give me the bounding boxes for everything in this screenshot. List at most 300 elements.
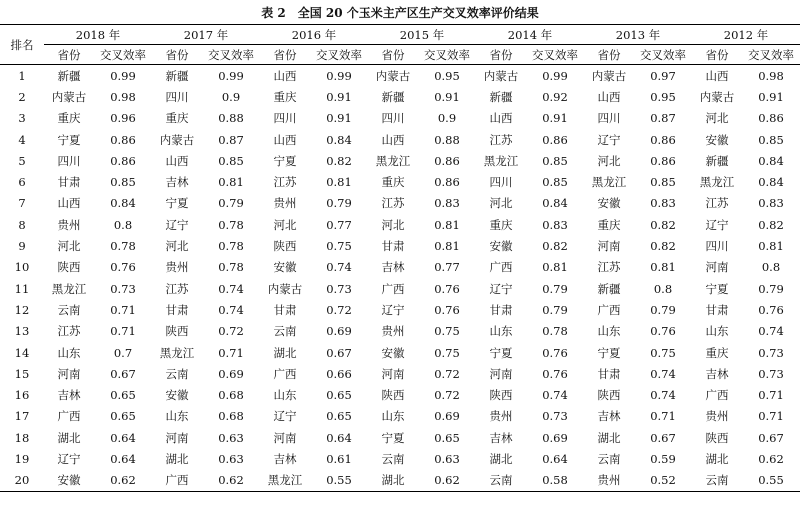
efficiency-cell: 0.69 xyxy=(326,324,352,339)
province-cell: 四川 xyxy=(381,111,405,126)
efficiency-cell: 0.91 xyxy=(326,111,352,126)
province-cell: 河南 xyxy=(273,430,297,445)
province-cell: 云南 xyxy=(273,324,297,339)
province-cell: 黑龙江 xyxy=(260,470,310,492)
province-cell: 河北 xyxy=(273,217,297,232)
efficiency-cell: 0.79 xyxy=(326,196,352,211)
efficiency-cell: 0.81 xyxy=(650,260,676,275)
efficiency-cell: 0.83 xyxy=(650,196,676,211)
province-cell: 陕西 xyxy=(381,388,405,403)
province-cell: 山东 xyxy=(489,324,513,339)
efficiency-cell: 0.64 xyxy=(110,430,136,445)
province-cell: 重庆 xyxy=(165,111,189,126)
efficiency-cell: 0.64 xyxy=(110,451,136,466)
province-column-header: 省份 xyxy=(260,45,310,65)
rank-cell: 16 xyxy=(14,388,30,403)
province-cell: 陕西 xyxy=(705,430,729,445)
efficiency-cell: 0.97 xyxy=(650,68,676,83)
province-cell: 四川 xyxy=(597,111,621,126)
province-cell: 黑龙江 xyxy=(483,153,519,168)
province-cell: 安徽 xyxy=(597,196,621,211)
province-cell: 安徽 xyxy=(44,470,94,492)
rank-cell: 3 xyxy=(18,111,26,126)
year-header: 2017 年 xyxy=(152,25,260,45)
table-row xyxy=(0,150,800,171)
efficiency-cell: 0.66 xyxy=(326,366,352,381)
efficiency-cell: 0.67 xyxy=(650,430,676,445)
efficiency-cell: 0.78 xyxy=(218,260,244,275)
efficiency-cell: 0.74 xyxy=(542,388,568,403)
efficiency-cell: 0.67 xyxy=(110,366,136,381)
efficiency-cell: 0.8 xyxy=(113,217,133,232)
province-cell: 江苏 xyxy=(705,196,729,211)
efficiency-cell: 0.99 xyxy=(218,68,244,83)
rank-cell: 6 xyxy=(18,175,26,190)
province-cell: 四川 xyxy=(273,111,297,126)
province-cell: 安徽 xyxy=(165,388,189,403)
province-cell: 山西 xyxy=(273,132,297,147)
province-cell: 内蒙古 xyxy=(591,68,627,83)
table-row xyxy=(0,406,800,427)
province-cell: 内蒙古 xyxy=(51,89,87,104)
province-cell: 辽宁 xyxy=(489,281,513,296)
rank-cell: 15 xyxy=(14,366,30,381)
efficiency-cell: 0.63 xyxy=(218,430,244,445)
efficiency-cell: 0.72 xyxy=(218,324,244,339)
province-cell: 新疆 xyxy=(489,89,513,104)
table-row xyxy=(0,257,800,278)
rank-cell: 17 xyxy=(14,409,30,424)
province-column-header: 省份 xyxy=(584,45,634,65)
efficiency-cell: 0.71 xyxy=(218,345,244,360)
efficiency-cell: 0.86 xyxy=(110,132,136,147)
province-cell: 山西 xyxy=(489,111,513,126)
rank-cell: 1 xyxy=(18,68,26,83)
rank-cell: 13 xyxy=(14,324,30,339)
efficiency-cell: 0.85 xyxy=(650,175,676,190)
efficiency-cell: 0.73 xyxy=(326,281,352,296)
province-cell: 安徽 xyxy=(489,239,513,254)
province-cell: 陕西 xyxy=(165,324,189,339)
province-cell: 黑龙江 xyxy=(699,175,735,190)
efficiency-cell: 0.87 xyxy=(650,111,676,126)
year-header: 2012 年 xyxy=(692,25,800,45)
year-header: 2014 年 xyxy=(476,25,584,45)
efficiency-cell: 0.81 xyxy=(326,175,352,190)
efficiency-cell: 0.85 xyxy=(218,153,244,168)
efficiency-cell: 0.64 xyxy=(326,430,352,445)
rank-cell: 5 xyxy=(18,153,26,168)
province-cell: 湖北 xyxy=(489,451,513,466)
province-cell: 安徽 xyxy=(273,260,297,275)
province-cell: 山东 xyxy=(597,324,621,339)
efficiency-cell: 0.81 xyxy=(434,239,460,254)
efficiency-column-header: 交叉效率 xyxy=(202,45,260,65)
efficiency-cell: 0.76 xyxy=(110,260,136,275)
efficiency-cell: 0.62 xyxy=(418,470,476,492)
efficiency-cell: 0.58 xyxy=(526,470,584,492)
efficiency-cell: 0.74 xyxy=(758,324,784,339)
province-cell: 宁夏 xyxy=(273,153,297,168)
province-cell: 新疆 xyxy=(57,68,81,83)
efficiency-column-header: 交叉效率 xyxy=(94,45,152,65)
province-cell: 辽宁 xyxy=(381,302,405,317)
province-cell: 贵州 xyxy=(381,324,405,339)
table-row xyxy=(0,129,800,150)
efficiency-column-header: 交叉效率 xyxy=(526,45,584,65)
rank-cell: 18 xyxy=(14,430,30,445)
efficiency-cell: 0.67 xyxy=(758,430,784,445)
province-cell: 甘肃 xyxy=(165,302,189,317)
efficiency-cell: 0.74 xyxy=(326,260,352,275)
efficiency-cell: 0.75 xyxy=(434,345,460,360)
efficiency-cell: 0.79 xyxy=(542,302,568,317)
efficiency-cell: 0.98 xyxy=(758,68,784,83)
table-caption: 表 2 全国 20 个玉米主产区生产交叉效率评价结果 xyxy=(261,6,539,20)
province-cell: 重庆 xyxy=(381,175,405,190)
province-cell: 云南 xyxy=(57,302,81,317)
province-cell: 江苏 xyxy=(381,196,405,211)
province-cell: 内蒙古 xyxy=(267,281,303,296)
province-cell: 吉林 xyxy=(705,366,729,381)
province-cell: 湖北 xyxy=(705,451,729,466)
province-cell: 甘肃 xyxy=(381,239,405,254)
efficiency-cell: 0.82 xyxy=(650,217,676,232)
efficiency-cell: 0.83 xyxy=(542,217,568,232)
efficiency-cell: 0.84 xyxy=(758,175,784,190)
province-cell: 山西 xyxy=(57,196,81,211)
province-cell: 吉林 xyxy=(489,430,513,445)
year-header: 2018 年 xyxy=(44,25,152,45)
table-row xyxy=(0,108,800,129)
efficiency-cell: 0.79 xyxy=(218,196,244,211)
province-cell: 河北 xyxy=(381,217,405,232)
efficiency-cell: 0.91 xyxy=(326,89,352,104)
efficiency-cell: 0.65 xyxy=(110,409,136,424)
efficiency-cell: 0.92 xyxy=(542,89,568,104)
province-cell: 湖北 xyxy=(273,345,297,360)
province-cell: 吉林 xyxy=(381,260,405,275)
efficiency-cell: 0.71 xyxy=(110,324,136,339)
province-cell: 河北 xyxy=(57,239,81,254)
province-cell: 江苏 xyxy=(165,281,189,296)
year-header: 2015 年 xyxy=(368,25,476,45)
province-cell: 陕西 xyxy=(597,388,621,403)
year-header: 2016 年 xyxy=(260,25,368,45)
table-row xyxy=(0,65,800,87)
province-cell: 四川 xyxy=(705,239,729,254)
province-cell: 云南 xyxy=(381,451,405,466)
province-cell: 湖北 xyxy=(57,430,81,445)
province-cell: 宁夏 xyxy=(597,345,621,360)
efficiency-cell: 0.67 xyxy=(326,345,352,360)
table-row xyxy=(0,470,800,492)
province-cell: 宁夏 xyxy=(381,430,405,445)
province-cell: 甘肃 xyxy=(57,175,81,190)
province-cell: 重庆 xyxy=(489,217,513,232)
table-row xyxy=(0,363,800,384)
efficiency-cell: 0.62 xyxy=(758,451,784,466)
efficiency-cell: 0.73 xyxy=(758,345,784,360)
efficiency-cell: 0.78 xyxy=(218,217,244,232)
efficiency-cell: 0.61 xyxy=(326,451,352,466)
efficiency-cell: 0.9 xyxy=(221,89,241,104)
efficiency-cell: 0.84 xyxy=(758,153,784,168)
province-column-header: 省份 xyxy=(692,45,742,65)
efficiency-cell: 0.77 xyxy=(326,217,352,232)
efficiency-cell: 0.77 xyxy=(434,260,460,275)
efficiency-cell: 0.8 xyxy=(653,281,673,296)
province-cell: 重庆 xyxy=(57,111,81,126)
province-column-header: 省份 xyxy=(368,45,418,65)
table-row xyxy=(0,321,800,342)
table-body xyxy=(0,65,800,492)
table-row xyxy=(0,299,800,320)
efficiency-cell: 0.85 xyxy=(542,153,568,168)
province-cell: 云南 xyxy=(597,451,621,466)
efficiency-cell: 0.81 xyxy=(434,217,460,232)
province-column-header: 省份 xyxy=(44,45,94,65)
rank-cell: 9 xyxy=(18,239,26,254)
province-cell: 江苏 xyxy=(57,324,81,339)
table-row xyxy=(0,278,800,299)
province-cell: 河南 xyxy=(165,430,189,445)
column-header-row xyxy=(0,45,800,65)
table-row xyxy=(0,235,800,256)
efficiency-cell: 0.73 xyxy=(758,366,784,381)
efficiency-cell: 0.72 xyxy=(326,302,352,317)
province-column-header: 省份 xyxy=(152,45,202,65)
province-cell: 甘肃 xyxy=(273,302,297,317)
province-cell: 湖北 xyxy=(597,430,621,445)
rank-cell: 19 xyxy=(14,451,30,466)
efficiency-cell: 0.71 xyxy=(758,388,784,403)
province-cell: 宁夏 xyxy=(489,345,513,360)
province-cell: 广西 xyxy=(705,388,729,403)
province-cell: 重庆 xyxy=(597,217,621,232)
province-cell: 黑龙江 xyxy=(159,345,195,360)
efficiency-cell: 0.79 xyxy=(650,302,676,317)
efficiency-cell: 0.76 xyxy=(434,281,460,296)
province-cell: 云南 xyxy=(476,470,526,492)
efficiency-cell: 0.78 xyxy=(542,324,568,339)
province-cell: 宁夏 xyxy=(705,281,729,296)
efficiency-cell: 0.73 xyxy=(110,281,136,296)
efficiency-cell: 0.63 xyxy=(434,451,460,466)
province-cell: 新疆 xyxy=(381,89,405,104)
efficiency-cell: 0.81 xyxy=(758,239,784,254)
efficiency-cell: 0.55 xyxy=(310,470,368,492)
province-cell: 广西 xyxy=(597,302,621,317)
province-cell: 山西 xyxy=(273,68,297,83)
efficiency-cell: 0.83 xyxy=(758,196,784,211)
efficiency-cell: 0.91 xyxy=(758,89,784,104)
efficiency-cell: 0.84 xyxy=(326,132,352,147)
table-row xyxy=(0,448,800,469)
efficiency-cell: 0.98 xyxy=(110,89,136,104)
table-row xyxy=(0,384,800,405)
efficiency-cell: 0.72 xyxy=(434,388,460,403)
province-cell: 山东 xyxy=(273,388,297,403)
province-cell: 黑龙江 xyxy=(375,153,411,168)
province-cell: 四川 xyxy=(165,89,189,104)
efficiency-cell: 0.63 xyxy=(218,451,244,466)
efficiency-cell: 0.99 xyxy=(542,68,568,83)
efficiency-cell: 0.65 xyxy=(110,388,136,403)
province-cell: 贵州 xyxy=(165,260,189,275)
efficiency-cell: 0.71 xyxy=(650,409,676,424)
efficiency-cell: 0.8 xyxy=(761,260,781,275)
table-row xyxy=(0,342,800,363)
efficiency-cell: 0.95 xyxy=(650,89,676,104)
efficiency-cell: 0.91 xyxy=(542,111,568,126)
efficiency-cell: 0.85 xyxy=(758,132,784,147)
efficiency-table xyxy=(0,24,800,492)
province-cell: 广西 xyxy=(57,409,81,424)
province-cell: 贵州 xyxy=(705,409,729,424)
efficiency-cell: 0.96 xyxy=(110,111,136,126)
efficiency-cell: 0.85 xyxy=(110,175,136,190)
province-cell: 河北 xyxy=(165,239,189,254)
province-cell: 四川 xyxy=(57,153,81,168)
efficiency-cell: 0.83 xyxy=(434,196,460,211)
table-row xyxy=(0,427,800,448)
table-row xyxy=(0,171,800,192)
province-cell: 辽宁 xyxy=(273,409,297,424)
efficiency-cell: 0.74 xyxy=(650,388,676,403)
efficiency-cell: 0.87 xyxy=(218,132,244,147)
efficiency-cell: 0.73 xyxy=(542,409,568,424)
efficiency-column-header: 交叉效率 xyxy=(634,45,692,65)
efficiency-cell: 0.99 xyxy=(110,68,136,83)
year-header-row xyxy=(0,25,800,45)
efficiency-column-header: 交叉效率 xyxy=(418,45,476,65)
province-cell: 山东 xyxy=(705,324,729,339)
province-cell: 江苏 xyxy=(597,260,621,275)
efficiency-cell: 0.74 xyxy=(218,281,244,296)
province-cell: 陕西 xyxy=(57,260,81,275)
province-cell: 山西 xyxy=(597,89,621,104)
efficiency-cell: 0.82 xyxy=(542,239,568,254)
province-cell: 甘肃 xyxy=(489,302,513,317)
province-cell: 宁夏 xyxy=(57,132,81,147)
province-cell: 山西 xyxy=(705,68,729,83)
rank-cell: 2 xyxy=(18,89,26,104)
efficiency-cell: 0.69 xyxy=(434,409,460,424)
efficiency-cell: 0.71 xyxy=(110,302,136,317)
efficiency-cell: 0.52 xyxy=(634,470,692,492)
efficiency-cell: 0.68 xyxy=(218,409,244,424)
efficiency-cell: 0.81 xyxy=(218,175,244,190)
province-cell: 贵州 xyxy=(57,217,81,232)
efficiency-cell: 0.88 xyxy=(434,132,460,147)
rank-cell: 14 xyxy=(14,345,30,360)
efficiency-cell: 0.74 xyxy=(650,366,676,381)
province-cell: 安徽 xyxy=(381,345,405,360)
table-row xyxy=(0,214,800,235)
province-cell: 山东 xyxy=(381,409,405,424)
efficiency-cell: 0.65 xyxy=(326,409,352,424)
efficiency-cell: 0.68 xyxy=(218,388,244,403)
year-header: 2013 年 xyxy=(584,25,692,45)
province-cell: 河南 xyxy=(489,366,513,381)
province-cell: 安徽 xyxy=(705,132,729,147)
province-cell: 河南 xyxy=(705,260,729,275)
province-cell: 广西 xyxy=(489,260,513,275)
province-column-header: 省份 xyxy=(476,45,526,65)
efficiency-cell: 0.65 xyxy=(326,388,352,403)
province-cell: 甘肃 xyxy=(597,366,621,381)
province-cell: 吉林 xyxy=(273,451,297,466)
efficiency-cell: 0.69 xyxy=(542,430,568,445)
province-cell: 四川 xyxy=(489,175,513,190)
efficiency-cell: 0.55 xyxy=(742,470,800,492)
province-cell: 内蒙古 xyxy=(159,132,195,147)
efficiency-cell: 0.91 xyxy=(434,89,460,104)
efficiency-cell: 0.86 xyxy=(758,111,784,126)
efficiency-cell: 0.81 xyxy=(542,260,568,275)
efficiency-cell: 0.65 xyxy=(434,430,460,445)
province-cell: 河北 xyxy=(705,111,729,126)
efficiency-cell: 0.69 xyxy=(218,366,244,381)
efficiency-cell: 0.86 xyxy=(542,132,568,147)
table-row xyxy=(0,193,800,214)
province-cell: 河北 xyxy=(597,153,621,168)
province-cell: 陕西 xyxy=(273,239,297,254)
efficiency-cell: 0.86 xyxy=(434,175,460,190)
province-cell: 贵州 xyxy=(273,196,297,211)
efficiency-cell: 0.76 xyxy=(650,324,676,339)
efficiency-cell: 0.79 xyxy=(542,281,568,296)
efficiency-cell: 0.59 xyxy=(650,451,676,466)
efficiency-cell: 0.86 xyxy=(110,153,136,168)
province-cell: 内蒙古 xyxy=(699,89,735,104)
province-cell: 江苏 xyxy=(273,175,297,190)
province-cell: 新疆 xyxy=(165,68,189,83)
province-cell: 山东 xyxy=(57,345,81,360)
province-cell: 黑龙江 xyxy=(591,175,627,190)
province-cell: 贵州 xyxy=(584,470,634,492)
province-cell: 广西 xyxy=(273,366,297,381)
rank-cell: 12 xyxy=(14,302,30,317)
province-cell: 甘肃 xyxy=(705,302,729,317)
efficiency-cell: 0.64 xyxy=(542,451,568,466)
efficiency-cell: 0.88 xyxy=(218,111,244,126)
efficiency-cell: 0.86 xyxy=(650,153,676,168)
efficiency-cell: 0.86 xyxy=(650,132,676,147)
province-cell: 贵州 xyxy=(489,409,513,424)
province-cell: 湖北 xyxy=(165,451,189,466)
province-cell: 黑龙江 xyxy=(51,281,87,296)
efficiency-cell: 0.75 xyxy=(650,345,676,360)
province-cell: 内蒙古 xyxy=(483,68,519,83)
province-cell: 河南 xyxy=(597,239,621,254)
efficiency-cell: 0.99 xyxy=(326,68,352,83)
province-cell: 山西 xyxy=(381,132,405,147)
efficiency-cell: 0.76 xyxy=(758,302,784,317)
rank-cell: 8 xyxy=(18,217,26,232)
province-cell: 河南 xyxy=(381,366,405,381)
province-cell: 辽宁 xyxy=(57,451,81,466)
province-cell: 江苏 xyxy=(489,132,513,147)
province-cell: 广西 xyxy=(381,281,405,296)
province-cell: 河北 xyxy=(489,196,513,211)
rank-cell: 7 xyxy=(18,196,26,211)
efficiency-cell: 0.78 xyxy=(110,239,136,254)
province-cell: 山西 xyxy=(165,153,189,168)
efficiency-column-header: 交叉效率 xyxy=(742,45,800,65)
efficiency-cell: 0.76 xyxy=(434,302,460,317)
